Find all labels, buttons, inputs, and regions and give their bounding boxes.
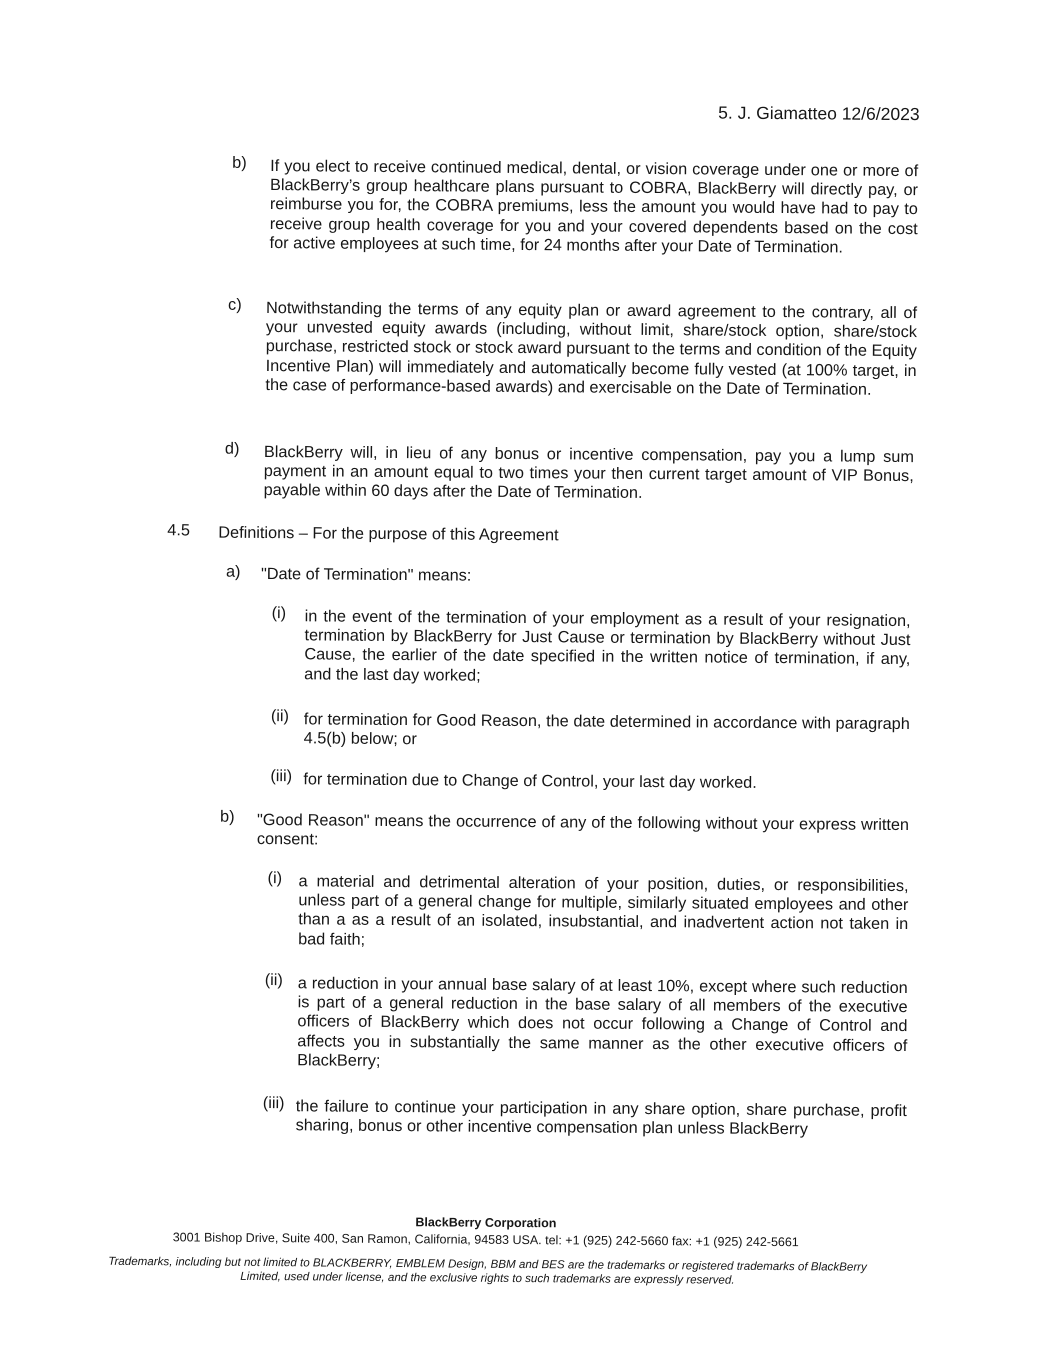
definition-a-i-text: in the event of the termination of your employment as a result of your resignation, termination by BlackBerry for Just Cause or termination by BlackBerry without Just Cause, the earlier of the date specified in the written notice of termination, if any, and the last day worked;: [304, 607, 911, 685]
section-title: Definitions – For the purpose of this Agreement: [218, 523, 559, 545]
definition-a-marker: a): [225, 562, 241, 581]
item-d-text: BlackBerry will, in lieu of any bonus or incentive compensation, pay you a lump sum payment in an amount equal to two times your then current target amount of VIP Bonus, payable within 60 days after the Date of Termination.: [263, 442, 914, 503]
definition-b-i-marker: (i): [267, 869, 283, 888]
footer-address: 3001 Bishop Drive, Suite 400, San Ramon, California, 94583 USA. tel: +1 (925) 242-5660 fax: +1 (925) 242-5661: [172, 1230, 799, 1250]
definition-a-ii-marker: (ii): [270, 707, 290, 726]
definition-a-text: "Date of Termination" means:: [260, 564, 472, 585]
definition-b-ii-text: a reduction in your annual base salary of at least 10%, except where such reduction is part of a general reduction in the base salary of all members of the executive officers of BlackBerry which does not occur following a Change of Control and affects you in substantially the same manner as the other executive officers of BlackBerry;: [297, 974, 908, 1070]
definition-b-text: "Good Reason" means the occurrence of any of the following without your express written consent:: [256, 810, 910, 849]
item-d-marker: d): [224, 439, 240, 458]
definition-a-iii-marker: (iii): [270, 767, 293, 786]
item-b-text: If you elect to receive continued medical, dental, or vision coverage under one or more of BlackBerry’s group healthcare plans pursuant to COBRA, BlackBerry will directly pay, or reimburse you for, the COBRA premiums, less the amount you would have had to pay to receive group health coverage for you and your covered dependents based on the cost for active employees at such time, for 24 months after your Date of Termination.: [269, 157, 919, 257]
item-c-text: Notwithstanding the terms of any equity plan or award agreement to the contrary, all of your unvested equity awards (including, without limit, share/stock option, share/stock purchase, restricted stock or stock award pursuant to the terms and condition of the Equity Incentive Plan) will immediately and automatically become fully vested (at 100% target, in the case of performance-based awards) and exercisable on the Date of Termination.: [265, 298, 918, 399]
item-c-marker: c): [228, 295, 242, 314]
definition-a-iii-text: for termination due to Change of Control, your last day worked.: [303, 770, 757, 792]
definition-b-iii-marker: (iii): [262, 1093, 285, 1113]
definition-b-ii-marker: (ii): [264, 971, 283, 990]
definition-b-i-text: a material and detrimental alteration of your position, duties, or responsibilities, unless part of a general change for multiple, similarly situated employees and other than a as a result of an isolated, insubstantial, and inadvertent action not taken in bad faith;: [298, 872, 909, 949]
definition-b-iii-text: the failure to continue your participation in any share option, share purchase, profit sharing, bonus or other incentive compensation plan unless BlackBerry: [295, 1097, 907, 1139]
definition-b-marker: b): [220, 807, 235, 826]
footer-company-name: BlackBerry Corporation: [415, 1215, 557, 1231]
definition-a-ii-text: for termination for Good Reason, the date determined in accordance with paragraph 4.5(b) below; or: [303, 710, 910, 749]
item-b-marker: b): [232, 153, 247, 172]
footer-trademark-notice: Trademarks, including but not limited to BLACKBERRY, EMBLEM Design, BBM and BES are the trademarks or registered trademarks of BlackBerry Limited, used under license, and the exclusive rights to such trademarks are expressly reserved.: [108, 1254, 867, 1287]
section-number: 4.5: [167, 521, 191, 540]
document-reference: 5. J. Giamatteo 12/6/2023: [718, 102, 920, 125]
definition-a-i-marker: (i): [271, 604, 287, 623]
